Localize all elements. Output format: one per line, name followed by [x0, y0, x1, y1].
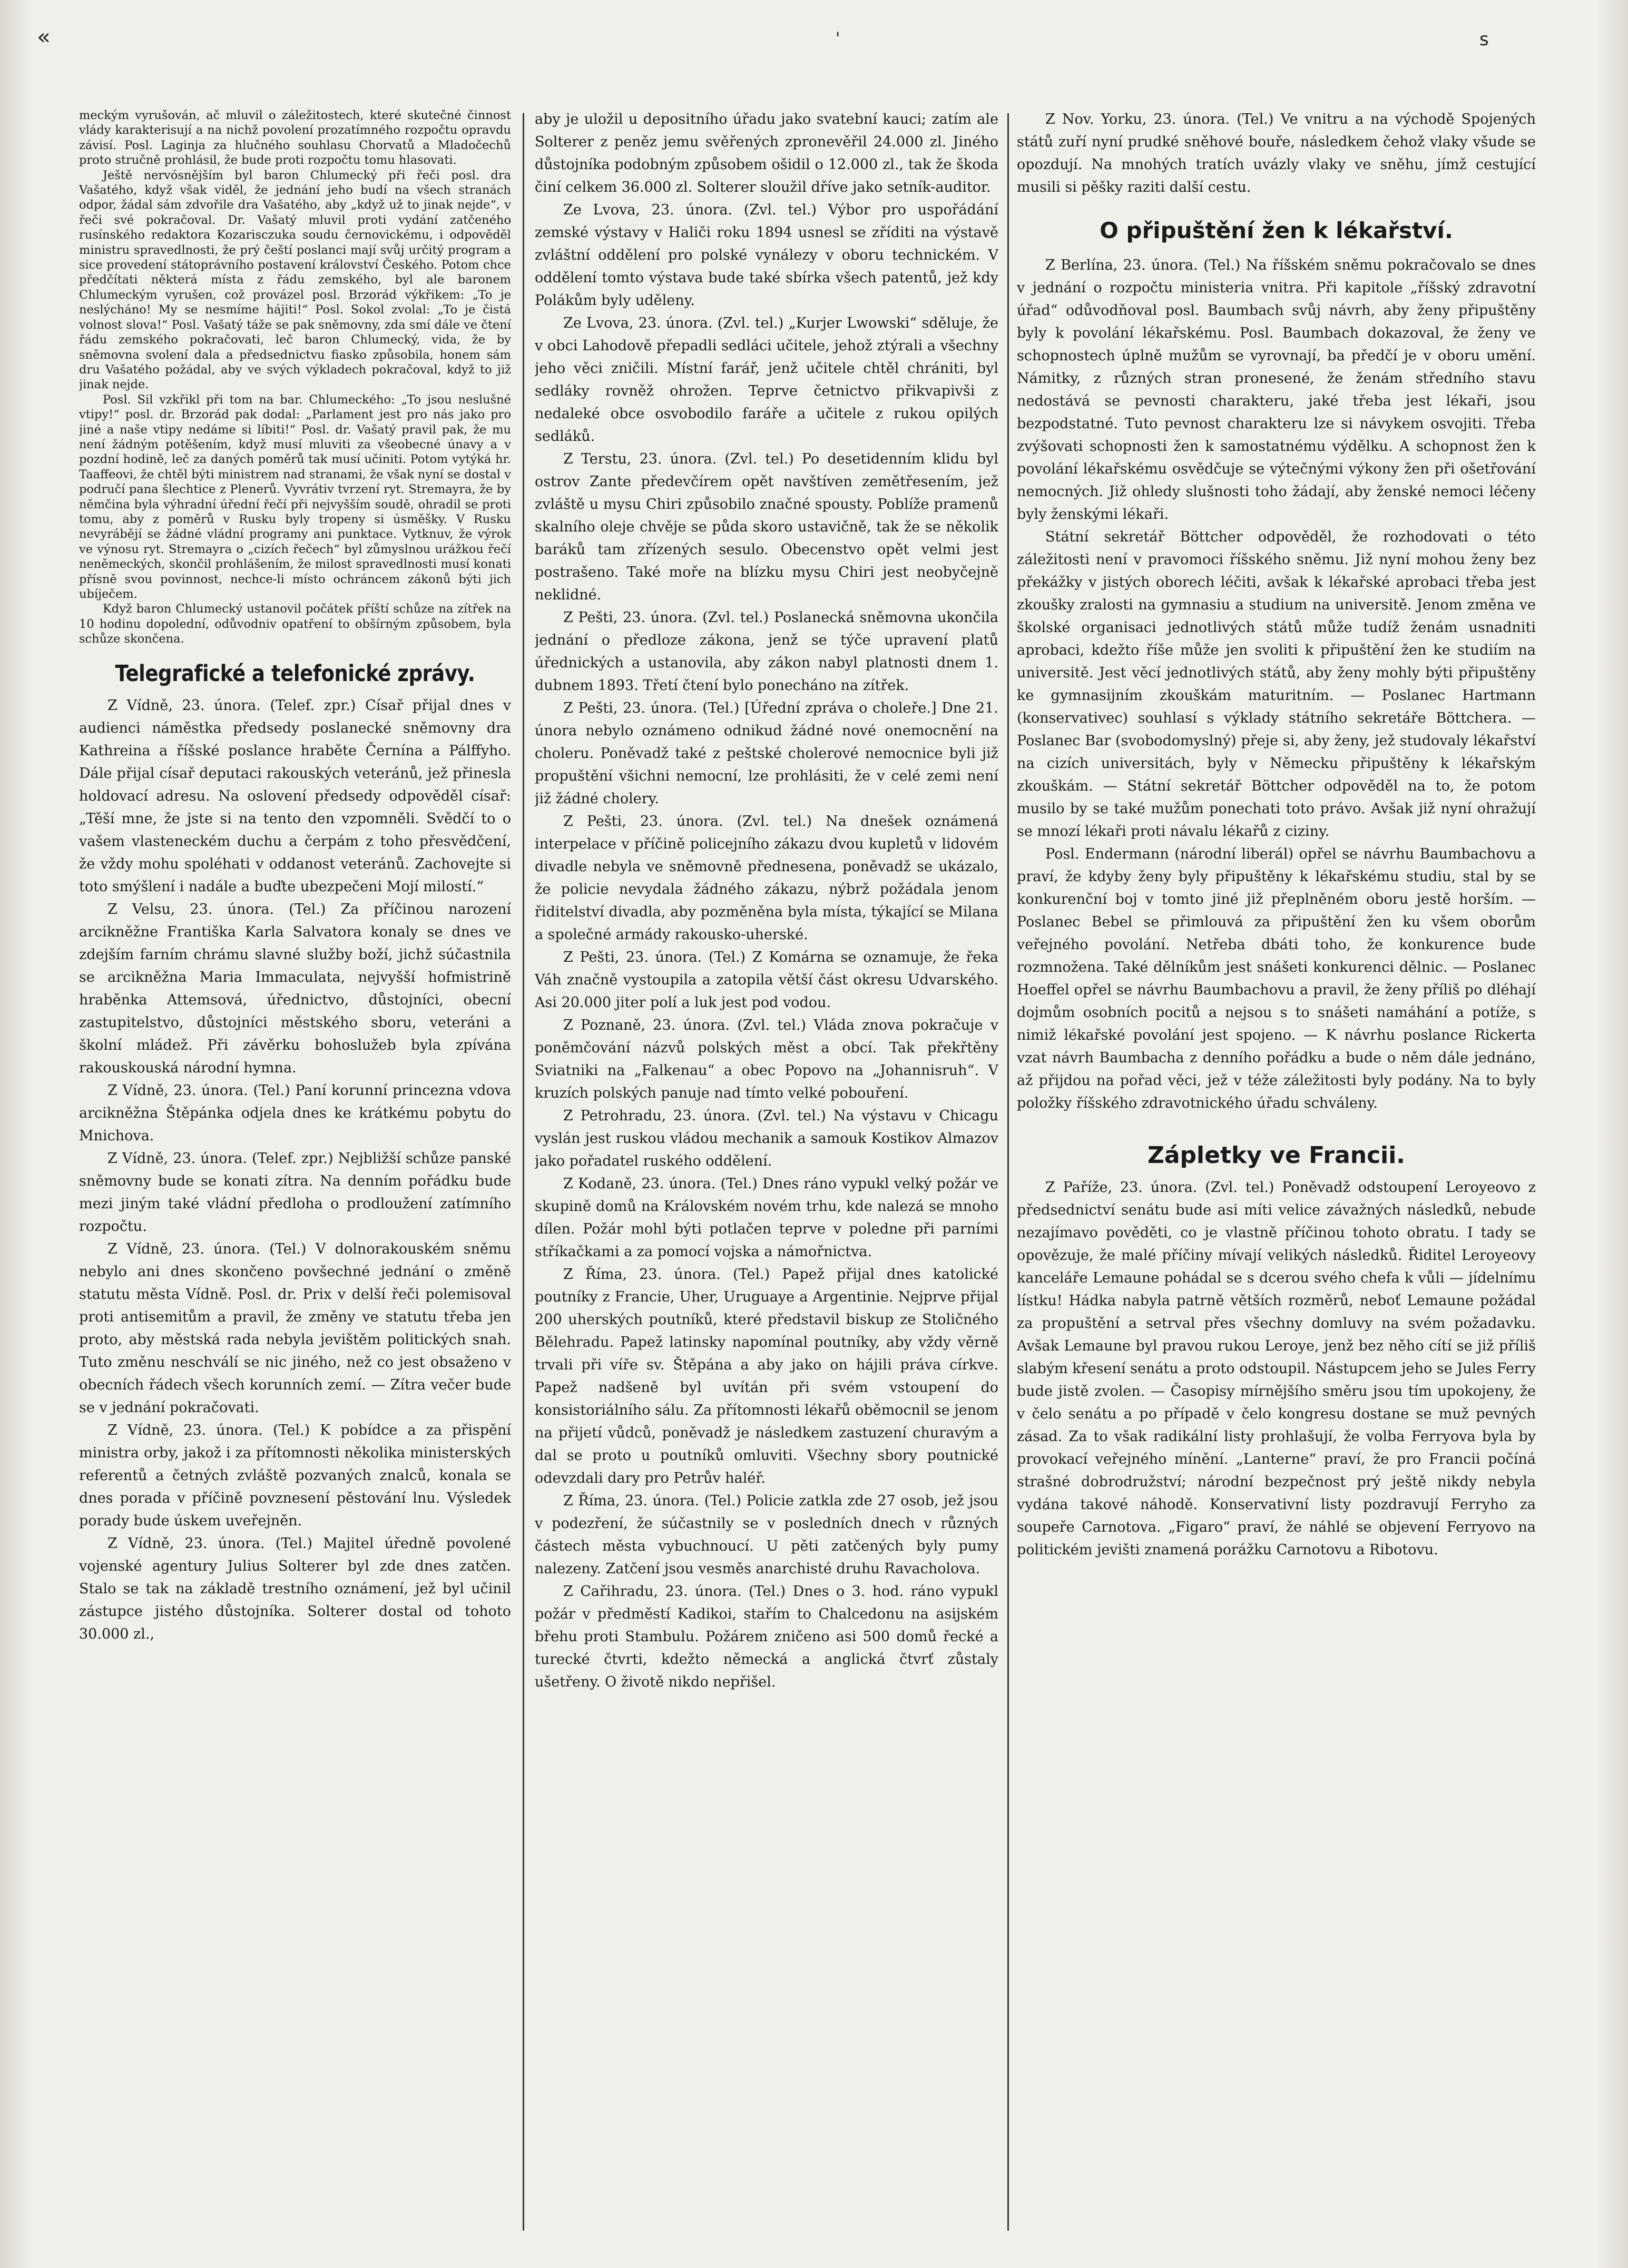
news-item: Ze Lvova, 23. února. (Zvl. tel.) Výbor pro uspořádání zemské výstavy v Haliči roku 1894 usnesl se zříditi na výstavě zvláštní oddělení pro polské vynálezy v oboru technickém. V oddělení tomto výstava bude také sbírka všech patentů, jež kdy Polákům byly uděleny. — [535, 202, 998, 309]
news-item: Z Petrohradu, 23. února. (Zvl. tel.) Na výstavu v Chicagu vyslán jest ruskou vládou mechanik a samouk Kostikov Almazov jako pořadatel ruského oddělení. — [535, 1108, 998, 1169]
paragraph: meckým vyrušován, ač mluvil o záležitostech, které skutečné činnost vlády karakterisují a na nichž povolení prozatímného rozpočtu opravdu závisí. Posl. Laginja za hlučného souhlasu Chorvatů a Mladočechů proto stručně prohlásil, že bude proti rozpočtu tomu hlasovati. — [79, 109, 511, 167]
column-rule-2 — [1007, 113, 1009, 2231]
news-item: Z Terstu, 23. února. (Zvl. tel.) Po desetidenním klidu byl ostrov Zante předevčírem opět navštíven zemětřesením, jež zvláště u mysu Chiri způsobilo značné spousty. Poblíže pramenů skalního oleje chvěje se půda skoro ustavičně, tak že se několik baráků tam zřízených sesulo. Obecenstvo opět velmi jest postrašeno. Také moře na blízku mysu Chiri jest neobyčejně neklidné. — [535, 451, 998, 603]
news-item: Z Vídně, 23. února. (Telef. zpr.) Císař přijal dnes v audienci náměstka předsedy poslanecké sněmovny dra Kathreina a říšské poslance hraběte Černína a Pálffyho. Dále přijal císař deputaci rakouských veteránů, jež přinesla holdovací adresu. Na oslovení předsedy odpověděl císař: „Těší mne, že jste si na tento den vzpomněli. Svědčí to o vašem vlasteneckém duchu a čerpám z toho přesvědčení, že vždy mohu spoléhati v oddanost veteránů. Zachovejte si toto smýšlení i nadále a buďte ubezpečeni Mojí milostí.“ — [79, 697, 511, 895]
news-item: Posl. Endermann (národní liberál) opřel se návrhu Baumbachovu a praví, že kdyby ženy byly připuštěny k lékařskému studiu, stal by se konkurenční boj v tomto jiné již přeplněném oboru jestě horším. — Poslanec Bebel se přimlouvá za připuštění žen ku všem oborům veřejného povolání. Netřeba dbáti toho, že konkurence bude rozmnožena. Také dělníkům jest snášeti konkurenci dělnic. — Poslanec Hoeffel opřel se návrhu Baumbachovu a pravil, že ženy příliš po dléhají dojmům osobních pocitů a nejsou s to snášeti namáhání a potíže, s nimiž lékařské povolání jest spojeno. — K návrhu poslance Rickerta vzat návrh Baumbacha z denního pořádku a bude o něm dále jednáno, až přijdou na pořad věci, jež v téže záležitosti byly podány. Na to byly položky říšského zdravotnického úřadu schváleny. — [1017, 846, 1536, 1111]
column-2 — [535, 108, 998, 2246]
news-item: Z Vídně, 23. února. (Tel.) Paní korunní princezna vdova arcikněžna Štěpánka odjela dnes ke krátkému pobytu do Mnichova. — [79, 1082, 511, 1144]
news-item: Z Kodaně, 23. února. (Tel.) Dnes ráno vypukl velký požár ve skupině domů na Královském novém trhu, kde nalezá se mnoho dílen. Požár mohl býti potlačen teprve v poledne při parními stříkačkami a za pomocí vojska a námořnictva. — [535, 1176, 998, 1260]
page-mark-top: ' — [836, 29, 840, 48]
news-item: Z Říma, 23. února. (Tel.) Papež přijal dnes katolické poutníky z Francie, Uher, Uruguaye a Argentinie. Nejprve přijal 200 uherských poutníků, které představil biskup ze Stoličného Bělehradu. Papež latinsky napomínal poutníky, aby vždy věrně trvali při víře sv. Štěpána a aby jako on hájili práva církve. Papež nadšeně byl uvítán při svém vstoupení do konsistoriálního sálu. Za přítomnosti lékařů oběmocnil se jenom na přijetí vůdců, poněvadž je následkem zastuzení churavým a dal se proto u poutníků omluviti. Všechny sbory poutnické odevzdali dary pro Petrův haléř. — [535, 1266, 998, 1486]
news-item: Z Vídně, 23. února. (Telef. zpr.) Nejbližší schůze panské sněmovny bude se konati zítra. Na denním pořádku bude mezi jiným také vládní předloha o prodloužení zatímního rozpočtu. — [79, 1150, 511, 1235]
news-item: Z Paříže, 23. února. (Zvl. tel.) Poněvadž odstoupení Leroyeovo z předsednictví senátu bude asi míti velice závažných následků, nebude nezajímavo pověděti, co je vlastně příčinou tohoto obratu. I tady se opovězuje, že malé příčiny mívají velikých následků. Řiditel Leroyeovy kanceláře Lemaune pohádal se s dcerou svého chefa k vůli — jídelnímu lístku! Hádka nabyla patrně větších rozměrů, neboť Lemaune požádal za propuštění a setrval přes všechny domluvy na svém požadavku. Avšak Lemaune byl pravou rukou Leroye, jenž bez něho cítí se již příliš slabým křesení senátu a proto odstoupil. Nástupcem jeho se Jules Ferry bude jistě zvolen. — Časopisy mírnějšího směru jsou tím upokojeny, že v čelo senátu a po případě v čelo kongresu dostane se muž pevných zásad. Za to však radikální listy prohlašují, že volba Ferryova byla by provokací veřejného mínění. „Lanterne“ praví, že pro Francii počíná strašné dobrodružství; národní bezpečnost prý ještě nikdy nebyla vydána takové náhodě. Konservativní listy pozdravují Ferryho za soupeře Carnotova. „Figaro“ praví, že náhlé se objevení Ferryovo na politickém jevišti znamená porážku Carnotovu a Ribotovu. — [1017, 1179, 1536, 1558]
section-heading-women-medicine: O připuštění žen k lékařství. — [1100, 218, 1453, 243]
telegraph-reports — [79, 694, 511, 1645]
news-item: Z Cařihradu, 23. února. (Tel.) Dnes o 3. hod. ráno vypukl požár v předměstí Kadikoi, stařím to Chalcedonu na asijském břehu proti Stambulu. Požárem zničeno asi 500 domů řecké a turecké čtvrti, kdežto německá a anglická čtvrť zůstaly ušetřeny. O životě nikdo nepřišel. — [535, 1583, 998, 1690]
news-item: Z Vídně, 23. února. (Tel.) V dolnorakouském sněmu nebylo ani dnes skončeno povšechné jednání o změně statutu města Vídně. Posl. dr. Prix v delší řeči polemisoval proti antisemitům a pravil, že změny ve statutu třeba jen proto, aby městská rada nebyla jevištěm politických snah. Tuto změnu neschválí se nic jiného, než co jest obsaženo v obecních řádech všech korunních zemí. — Zítra večer bude se v jednání pokračovati. — [79, 1240, 511, 1416]
news-item: Z Pešti, 23. února. (Zvl. tel.) Poslanecká sněmovna ukončila jednání o předloze zákona, jenž se týče upravení platů úřednických a ustanovila, aby zákon nabyl platnosti dnem 1. dubnem 1893. Třetí čtení bylo ponecháno na zítřek. — [535, 609, 998, 694]
news-item: Z Vídně, 23. února. (Tel.) K pobídce a za přispění ministra orby, jakož i za přítomnosti několika ministerských referentů a četných zvláště pozvaných znalců, konala se dnes porada v příčině povznesení pěstování lnu. Výsledek porady bude úskem uveřejněn. — [79, 1422, 511, 1529]
news-item: Ze Lvova, 23. února. (Zvl. tel.) „Kurjer Lwowski“ sděluje, že v obci Lahodově přepadli sedláci učitele, jehož ztýrali a všechny jeho věci zničili. Místní farář, jenž učitele chtěl chrániti, byl sedláky rovněž ohrožen. Teprve četnictvo přikvapivši z nedaleké obce osvobodilo faráře a učitele z rukou opilých sedláků. — [535, 315, 998, 445]
page-mark-left: « — [37, 24, 51, 50]
news-item: aby je uložil u depositního úřadu jako svatební kauci; zatím ale Solterer z peněz jemu svěřených zpronevěřil 24.000 zl. Jiného důstojníka podobným způsobem ošidil o 12.000 zl., tak že škoda činí celkem 36.000 zl. Solterer sloužil dříve jako setník-auditor. — [535, 111, 998, 195]
section-heading-france: Zápletky ve Francii. — [1147, 1142, 1406, 1169]
page-mark-right: s — [1479, 29, 1489, 50]
paragraph: Ještě nervósnějším byl baron Chlumecký při řeči posl. dra Vašatého, když však viděl, že jednání jeho budí na všech stranách odpor, žádal sám zdvořile dra Vašatého, aby „když už to jinak nejde“, v řeči své pokračoval. Dr. Vašatý mluvil proti vydání zatčeného rusínského redaktora Kozarisczuka soudu černovickému, i odpověděl ministru spravedlnosti, že prý čeští poslanci mají svůj určitý program a sice provedení státoprávního postavení království Českého. Potom chce předčítati některá místa z řádu zemského, byl ale baronem Chlumeckým vyrušen, což provázel posl. Brzorád výkřikem: „To je neslýcháno! My se nesmíme hájiti!“ Posl. Sokol zvolal: „To je čistá volnost slova!“ Posl. Vašatý táže se pak sněmovny, zda smí dále ve čtení řádu zemského pokračovati, leč baron Chlumecký, vida, že by sněmovna svolení dala a předsednictvu fiasko způsobila, honem sám dru Vašatého požádal, aby ve svých výkladech pokračoval, když to již jinak nejde. — [79, 168, 511, 392]
news-item: Z Říma, 23. února. (Tel.) Policie zatkla zde 27 osob, jež jsou v podezření, že súčastnily se v posledních dnech v různých částech města vybuchnoucí. U pěti zatčených byly pumy nalezeny. Zatčení jsou vesměs anarchisté druhu Ravacholova. — [535, 1493, 998, 1577]
news-item: Z Pešti, 23. února. (Tel.) [Úřední zpráva o choleře.] Dne 21. února nebylo oznámeno odnikud žádné nové onemocnění na choleru. Poněvadž také z peštské cholerové nemocnice byli již propuštění všichni nemocní, lze prohlásiti, že v celé zemi není již žádné cholery. — [535, 700, 998, 807]
paragraph: Když baron Chlumecký ustanovil počátek příští schůze na zítřek na 10 hodinu dopolední, odůvodniv opatření to obšírným způsobem, byla schůze skončena. — [79, 602, 511, 646]
news-item: Z Nov. Yorku, 23. února. (Tel.) Ve vnitru a na východě Spojených států zuří nyní prudké sněhové bouře, následkem čehož vlaky všude se opozdují. Na mnohých tratích uvázly vlaky ve sněhu, jímž cestující musili si pěšky raziti další cestu. — [1017, 111, 1536, 195]
news-item: Z Vídně, 23. února. (Tel.) Majitel úředně povolené vojenské agentury Julius Solterer byl zde dnes zatčen. Stalo se tak na základě trestního oznámení, jež byl učinil zástupce jistého důstojníka. Solterer dostal od tohoto 30.000 zl., — [79, 1535, 511, 1642]
news-item: Státní sekretář Böttcher odpověděl, že rozhodovati o této záležitosti není v pravomoci říšského sněmu. Již nyní mohou ženy bez překážky v jistých oborech léčiti, avšak k lékařské aprobaci třeba jest zkoušky zralosti na gymnasiu a studium na universitě. Jenom změna ve školské organisaci jednotlivých států může tudíž ženám usnadniti aprobaci, kdežto říše může jen svoliti k připuštění žen ke studiím na universitě. Jest věcí jednotlivých států, aby ženy mohly býti připuštěny ke gymnasijním zkouškám maturitním. — Poslanec Hartmann (konservativec) souhlasí s výklady státního sekretáře Böttchera. — Poslanec Bar (svobodomyslný) přeje si, aby ženy, jež studovaly lékařství na cizích universitách, byly v Německu připuštěny k lékařským zkouškám. — Státní sekretář Böttcher odpověděl na to, že potom musilo by se také mužům ponechati toto právo. Avšak již nyní ohražují se mnozí lékaři proti návalu lékařů z ciziny. — [1017, 529, 1536, 840]
news-item: Z Pešti, 23. února. (Zvl. tel.) Na dnešek oznámená interpelace v příčině policejního zákazu dvou kupletů v lidovém divadle nebyla ve sněmovně přednesena, poněvadž se ukázalo, že policie nevydala žádného zákazu, nýbrž požádala jenom řiditelství divadla, aby pozměněna byla místa, týkající se Milana a společné armády rakousko-uherské. — [535, 813, 998, 943]
news-item: Z Velsu, 23. února. (Tel.) Za příčinou narození arcikněžne Františka Karla Salvatora konaly se dnes ve zdejším farním chrámu slavné služby boží, jichž súčastnila se arcikněžna Maria Immaculata, nejvyšší hofmistrině hraběnka Attemsová, úřednictvo, důstojníci, obecní zastupitelstvo, důstojníci městského sboru, veteráni a školní mládež. Při závěrku bohoslužeb byla zpívána rakouskouská národní hymna. — [79, 901, 511, 1076]
news-item: Z Poznaně, 23. února. (Zvl. tel.) Vláda znova pokračuje v poněmčování názvů polských měst a obcí. Tak překřtěny Sviatniki na „Falkenau“ a obec Popovo na „Johannisruh“. V kruzích polských panuje nad tímto velké pobouření. — [535, 1017, 998, 1101]
column-rule-1 — [523, 113, 524, 2231]
parliament-report — [79, 108, 511, 647]
news-item: Z Berlína, 23. února. (Tel.) Na říšském sněmu pokračovalo se dnes v jednání o rozpočtu ministeria vnitra. Při kapitole „říšský zdravotní úřad“ odůvodňoval posl. Baumbach svůj návrh, aby ženy připuštěny byly k povolání lékařskému. Posl. Baumbach dokazoval, že ženy ve schopnostech úplně mužům se vyrovnají, ba předčí je v oboru umění. Námitky, z různých stran pronesené, že ženám středního stavu nedostává se pevnosti charakteru, jaké třeba jest lékaři, jsou bezpodstatné. Tuto pevnost charakteru lze si návykem osvojiti. Třeba zvýšovati schopnosti žen k samostatnému výdělku. A schopnost žen k povolání lékařskému osvědčuje se výtečnými výkony žen při ošetřování nemocných. Již ohledy slušnosti toho žádají, aby ženské nemoci léčeny byly ženskými lékaři. — [1017, 257, 1536, 522]
column-1 — [79, 108, 511, 2246]
section-heading-telegraph: Telegrafické a telefonické zprávy. — [115, 660, 475, 687]
news-item: Z Pešti, 23. února. (Tel.) Z Komárna se oznamuje, že řeka Váh značně vystoupila a zatopila větší část okresu Udvarského. Asi 20.000 jiter polí a luk jest pod vodou. — [535, 949, 998, 1011]
paragraph: Posl. Sil vzkřikl při tom na bar. Chlumeckého: „To jsou neslušné vtipy!“ posl. dr. Brzorád pak dodal: „Parlament jest pro nás jako pro jiné a naše vtipy nedáme si líbiti!“ Posl. dr. Vašatý pravil pak, že mu není žádným potěšením, když musí mluviti za všeobecné únavy a v pozdní hodině, leč za daných poměrů tak musí učiniti. Potom vytýká hr. Taaffeovi, že chtěl býti ministrem nad stranami, že však nyní se dostal v područí pana šlechtice z Plenerů. Vyvrátiv tvrzení ryt. Stremayra, že by němčina byla výhradní úřední řečí při nejvyšším soudě, ohradil se proti tomu, aby z poměrů v Rusku byly tropeny si úsměšky. V Rusku nevyrábějí se žádné vládní programy ani punktace. Vytknuv, že výrok ve výnosu ryt. Stremayra o „cizích řečech“ byl zůmyslnou urážkou řečí neněmeckých, skončil prohlášením, že milost spravedlnosti musí konati přísně svou povinnost, nechce-li místo ochráncem zákonů býti jich ubíječem. — [79, 392, 511, 601]
column-3 — [1017, 108, 1536, 2246]
